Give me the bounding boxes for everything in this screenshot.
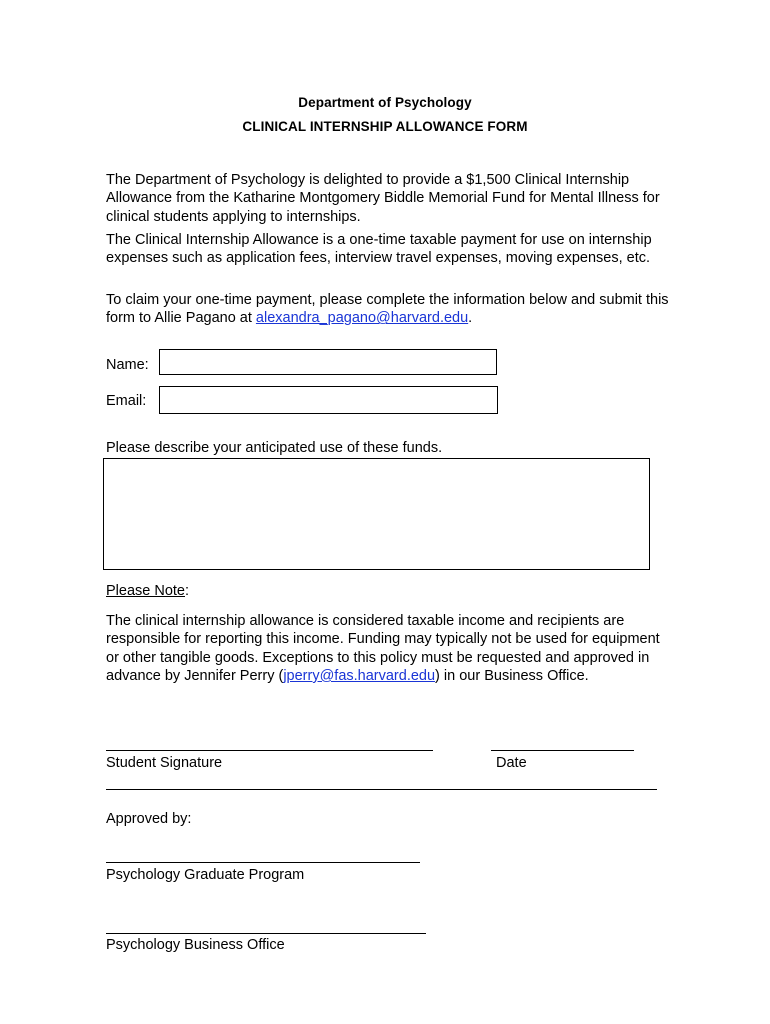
date-line[interactable]	[491, 750, 634, 751]
intro-paragraph-3-end: .	[468, 310, 473, 327]
email-field[interactable]	[159, 386, 498, 414]
date-label: Date	[496, 755, 527, 771]
note-body-end: ) in our Business Office.	[435, 667, 589, 684]
approved-by-label: Approved by:	[106, 811, 192, 827]
note-body-text: The clinical internship allowance is considered taxable income and recipients are responsible for reporting this income. Funding may typically not be used for equipment or other tangible goods. Exceptions to this policy must be requested and approved in advance by Jennifer Perry (	[106, 613, 660, 684]
contact-email-link[interactable]: alexandra_pagano@harvard.edu	[255, 310, 469, 327]
jperry-email-link[interactable]: jperry@fas.harvard.edu	[283, 667, 436, 684]
office-signature-line[interactable]	[106, 933, 426, 934]
program-signature-line[interactable]	[106, 862, 420, 863]
department-heading: Department of Psychology	[298, 95, 472, 110]
note-heading	[106, 583, 189, 599]
intro-paragraph-3	[106, 291, 676, 328]
separator-line	[106, 789, 657, 790]
note-body	[106, 612, 676, 685]
note-heading-text: Please Note	[106, 583, 185, 599]
office-signature-label: Psychology Business Office	[106, 937, 285, 953]
intro-paragraph-2: The Clinical Internship Allowance is a one-time taxable payment for use on internship expenses such as application fees, interview travel expenses, moving expenses, etc.	[106, 232, 652, 267]
form-title: CLINICAL INTERNSHIP ALLOWANCE FORM	[242, 119, 528, 134]
funds-description-field[interactable]	[103, 458, 650, 570]
name-label: Name:	[106, 357, 149, 373]
intro-paragraph-3-text: To claim your one-time payment, please complete the information below and submit this form to Allie Pagano at	[106, 292, 669, 327]
name-field[interactable]	[159, 349, 497, 375]
note-heading-colon: :	[185, 583, 190, 599]
funds-prompt: Please describe your anticipated use of these funds.	[106, 440, 443, 456]
email-label: Email:	[106, 393, 147, 409]
student-signature-label: Student Signature	[106, 755, 223, 771]
program-signature-label: Psychology Graduate Program	[106, 867, 305, 883]
intro-paragraph-1: The Department of Psychology is delighted to provide a $1,500 Clinical Internship Allowance from the Katharine Montgomery Biddle Memorial Fund for Mental Illness for clinical students applying to internships.	[106, 172, 660, 225]
student-signature-line[interactable]	[106, 750, 433, 751]
